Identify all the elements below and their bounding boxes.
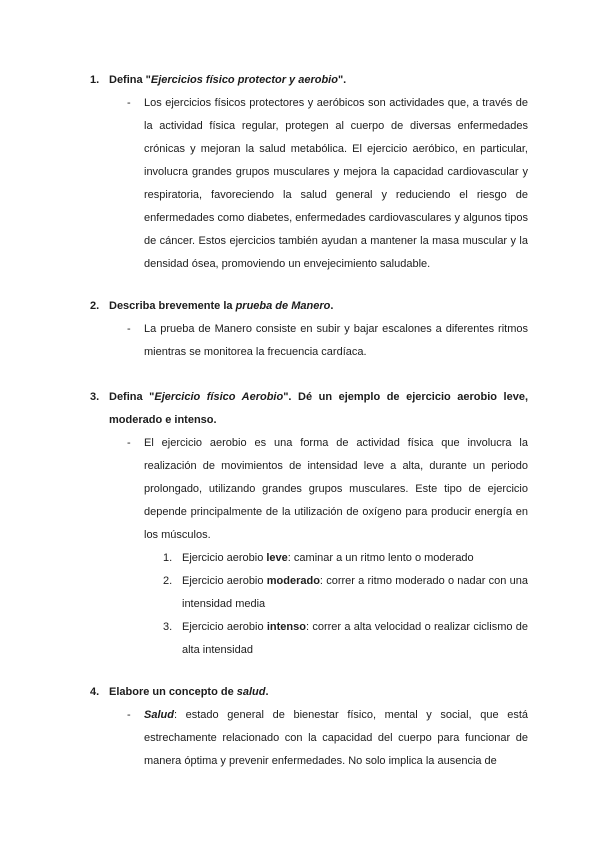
question-title: Elabore un concepto de salud. [109, 686, 269, 698]
question-number: 2. [90, 300, 100, 312]
answer-text: El ejercicio aerobio es una forma de actividad física que involucra la realización de movimientos de intensidad leve a alta, durante un periodo prolongado, utilizando grandes grupos musculares. Este tipo de ejercicio depende principalmente de la utilización de oxígeno para producir energía en los músculos. [144, 437, 528, 541]
question-number: 3. [90, 391, 100, 403]
question-2 [90, 295, 528, 364]
list-item-text: Ejercicio aerobio moderado: correr a ritmo moderado o nadar con una intensidad media [182, 575, 528, 610]
answer-bullet [127, 432, 528, 547]
answer-bullet [127, 318, 528, 364]
list-item [163, 547, 528, 570]
question-title: Defina "Ejercicios físico protector y aerobio". [109, 74, 347, 86]
answer-text: La prueba de Manero consiste en subir y bajar escalones a diferentes ritmos mientras se monitorea la frecuencia cardíaca. [144, 323, 528, 358]
question-3 [90, 386, 528, 662]
list-item-text: Ejercicio aerobio leve: caminar a un ritmo lento o moderado [182, 552, 474, 564]
list-item-number: 2. [163, 575, 173, 587]
question-1 [90, 69, 528, 276]
list-item [163, 570, 528, 616]
list-item-number: 1. [163, 552, 173, 564]
question-1-heading [90, 69, 528, 92]
question-3-heading [90, 386, 528, 432]
question-4 [90, 681, 528, 773]
question-4-heading [90, 681, 528, 704]
answer-text: Los ejercicios físicos protectores y aeróbicos son actividades que, a través de la actividad física regular, protegen al cuerpo de diversas enfermedades crónicas y mejoran la salud metabólica. El ejercicio aeróbico, en particular, involucra grandes grupos musculares y mejora la capacidad cardiovascular y respiratoria, favoreciendo la salud general y reduciendo el riesgo de enfermedades como diabetes, enfermedades cardiovasculares y algunos tipos de cáncer. Estos ejercicios también ayudan a mantener la masa muscular y la densidad ósea, promoviendo un envejecimiento saludable. [144, 97, 528, 270]
bullet-dash: - [127, 323, 131, 335]
answer-bullet [127, 704, 528, 773]
bullet-dash: - [127, 709, 131, 721]
examples-list [163, 547, 528, 662]
list-item [163, 616, 528, 662]
list-item-text: Ejercicio aerobio intenso: correr a alta velocidad o realizar ciclismo de alta intensidad [182, 621, 529, 656]
answer-bullet [127, 92, 528, 276]
question-title: Describa brevemente la prueba de Manero. [109, 300, 334, 312]
list-item-number: 3. [163, 621, 173, 633]
answer-text: Salud: estado general de bienestar físico, mental y social, que está estrechamente relacionado con la capacidad del cuerpo para funcionar de manera óptima y prevenir enfermedades. No solo implica la ausencia de [144, 709, 528, 767]
question-title: Defina "Ejercicio físico Aerobio". Dé un ejemplo de ejercicio aerobio leve, moderado e intenso. [109, 391, 528, 426]
bullet-dash: - [127, 97, 131, 109]
question-2-heading [90, 295, 528, 318]
term-salud: Salud [144, 709, 174, 721]
question-number: 4. [90, 686, 100, 698]
bullet-dash: - [127, 437, 131, 449]
question-number: 1. [90, 74, 100, 86]
